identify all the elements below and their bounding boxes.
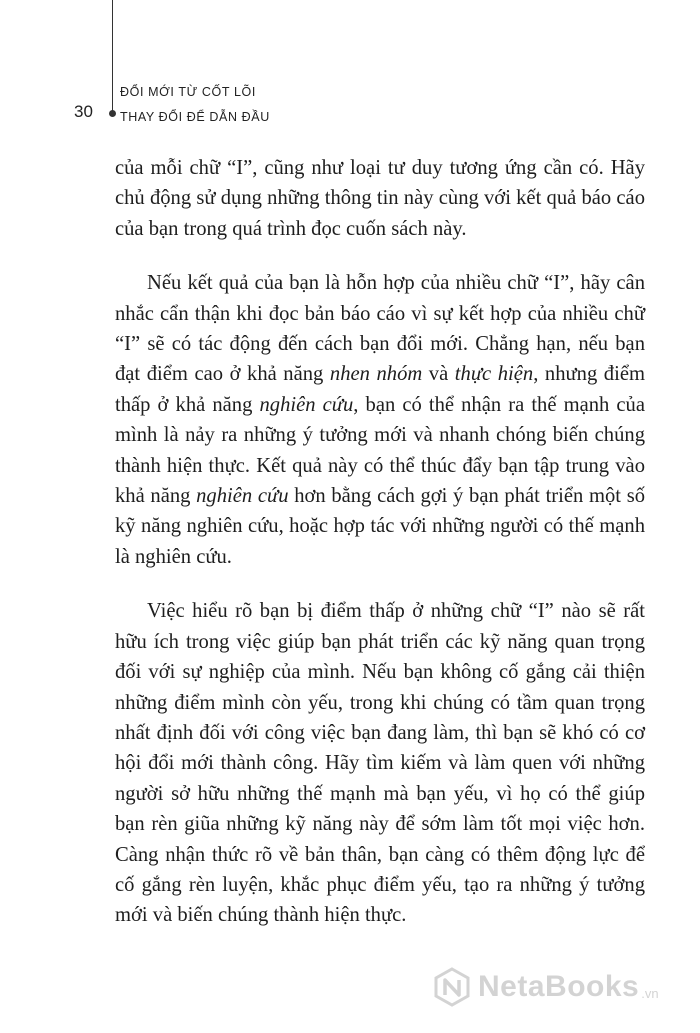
emphasis-text: nghiên cứu — [259, 393, 354, 416]
paragraph-text: hơn bằng cách gợi ý bạn phát triển một số kỹ năng nghiên cứu, hoặc hợp tác với những người có thế mạnh là nghiên cứu. — [115, 485, 646, 568]
emphasis-text: nhen nhóm — [329, 363, 423, 386]
page-number: 30 — [74, 102, 93, 121]
watermark-brand: NetaBooks — [478, 970, 640, 1003]
watermark-suffix: .vn — [641, 986, 659, 1001]
header-rule-dot — [109, 110, 116, 117]
paragraph-text: Nếu kết quả của bạn là hỗn hợp của nhiều chữ “I”, hãy cân nhắc cẩn thận khi đọc bản báo cáo vì sự kết hợp của nhiều chữ “I” sẽ có tác động đến cách bạn đổi mới. Chẳng hạn, nếu bạn đạt điểm cao ở khả năng — [115, 272, 645, 386]
header-vertical-rule — [112, 0, 113, 113]
emphasis-text: nghiên cứu — [196, 485, 289, 508]
running-head-chapter-title: THAY ĐỔI ĐỂ DẪN ĐẦU — [120, 110, 270, 124]
n-hexagon-logo-icon — [432, 967, 472, 1007]
paragraph-text: , bạn có thể nhận ra thế mạnh của mình là nảy ra những ý tưởng mới và nhanh chóng biến chúng thành hiện thực. Kết quả này có thể thúc đẩy bạn tập trung vào khả năng — [115, 393, 645, 508]
body-text — [115, 153, 645, 955]
running-head — [120, 80, 270, 130]
running-head-book-title: ĐỔI MỚI TỪ CỐT LÕI — [120, 85, 256, 99]
paragraph — [115, 153, 645, 244]
paragraph — [115, 596, 645, 930]
paragraph — [115, 268, 645, 572]
paragraph-text: Việc hiểu rõ bạn bị điểm thấp ở những chữ “I” nào sẽ rất hữu ích trong việc giúp bạn phát triển các kỹ năng quan trọng đối với sự nghiệp của mình. Nếu bạn không cố gắng cải thiện những điểm mình còn yếu, trong khi chúng có tầm quan trọng nhất định đối với công việc bạn đang làm, thì bạn sẽ khó có cơ hội đổi mới thành công. Hãy tìm kiếm và làm quen với những người sở hữu những thế mạnh mà bạn yếu, vì họ có thể giúp bạn rèn giũa những kỹ năng này để sớm làm tốt mọi việc hơn. Càng nhận thức rõ về bản thân, bạn càng có thêm động lực để cố gắng rèn luyện, khắc phục điểm yếu, tạo ra những ý tưởng mới và biến chúng thành hiện thực. — [115, 600, 645, 927]
netabooks-watermark — [432, 967, 659, 1007]
paragraph-text: và — [422, 363, 455, 386]
paragraph-text: , nhưng điểm thấp ở khả năng — [115, 363, 645, 416]
paragraph-text: của mỗi chữ “I”, cũng như loại tư duy tương ứng cần có. Hãy chủ động sử dụng những thông tin này cùng với kết quả báo cáo của bạn trong quá trình đọc cuốn sách này. — [115, 157, 645, 240]
emphasis-text: thực hiện — [454, 363, 534, 386]
